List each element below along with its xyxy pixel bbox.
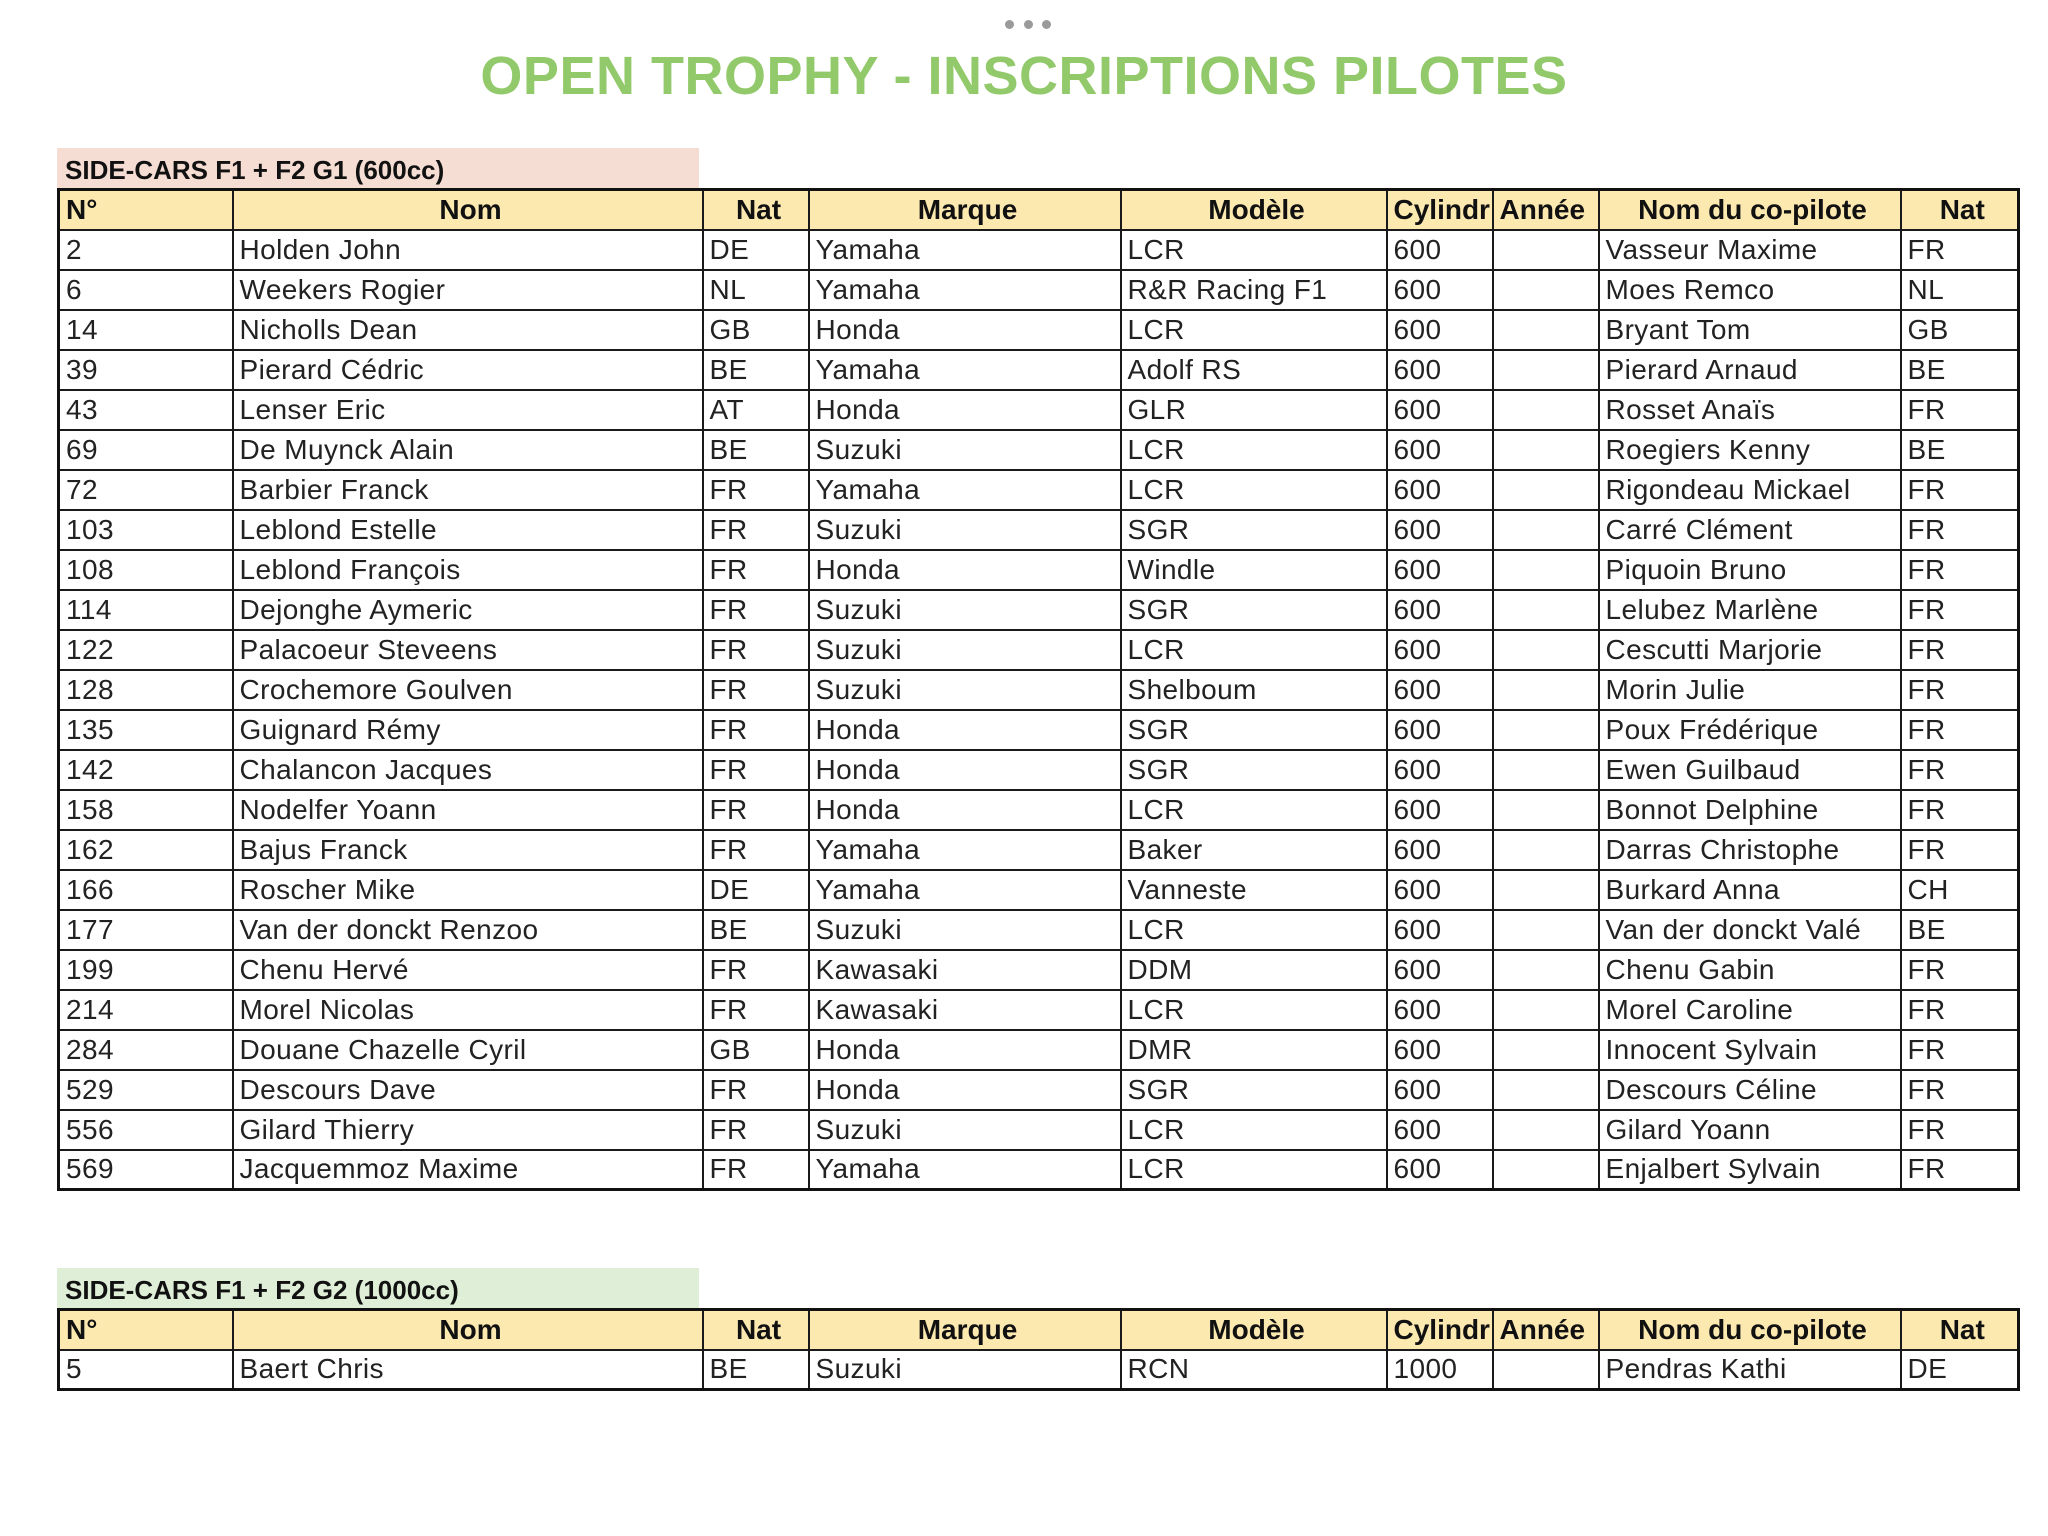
cell-number: 556	[59, 1110, 233, 1150]
cell-modele: DDM	[1121, 950, 1387, 990]
cell-copilote: Carré Clément	[1599, 510, 1901, 550]
column-header-cylindree: Cylindr	[1387, 190, 1493, 230]
cell-modele: Windle	[1121, 550, 1387, 590]
cell-nom: Dejonghe Aymeric	[233, 590, 703, 630]
cell-modele: Baker	[1121, 830, 1387, 870]
cell-marque: Suzuki	[809, 590, 1121, 630]
cell-marque: Suzuki	[809, 1350, 1121, 1390]
cell-modele: SGR	[1121, 1070, 1387, 1110]
cell-nom: De Muynck Alain	[233, 430, 703, 470]
cell-modele: LCR	[1121, 470, 1387, 510]
table-row	[59, 750, 2019, 790]
section-caption: SIDE-CARS F1 + F2 G1 (600cc)	[57, 148, 699, 188]
cell-copilote: Chenu Gabin	[1599, 950, 1901, 990]
cell-cylindree: 600	[1387, 670, 1493, 710]
cell-copilote: Vasseur Maxime	[1599, 230, 1901, 270]
cell-copilote: Burkard Anna	[1599, 870, 1901, 910]
cell-nat: FR	[703, 1070, 809, 1110]
cell-number: 39	[59, 350, 233, 390]
cell-nat-copilote: FR	[1901, 510, 2019, 550]
cell-marque: Suzuki	[809, 910, 1121, 950]
cell-cylindree: 600	[1387, 1030, 1493, 1070]
cell-nat: FR	[703, 1150, 809, 1190]
cell-marque: Yamaha	[809, 470, 1121, 510]
cell-number: 529	[59, 1070, 233, 1110]
cell-nom: Chalancon Jacques	[233, 750, 703, 790]
cell-nat: FR	[703, 670, 809, 710]
cell-marque: Honda	[809, 390, 1121, 430]
cell-marque: Honda	[809, 310, 1121, 350]
table-row	[59, 510, 2019, 550]
cell-annee	[1493, 870, 1599, 910]
cell-marque: Suzuki	[809, 1110, 1121, 1150]
cell-cylindree: 600	[1387, 230, 1493, 270]
section-g2-1000cc	[57, 1268, 2017, 1391]
cell-cylindree: 600	[1387, 1150, 1493, 1190]
cell-cylindree: 600	[1387, 710, 1493, 750]
cell-copilote: Pendras Kathi	[1599, 1350, 1901, 1390]
table-header-row	[59, 1310, 2019, 1350]
cell-copilote: Darras Christophe	[1599, 830, 1901, 870]
cell-number: 284	[59, 1030, 233, 1070]
cell-nat: BE	[703, 430, 809, 470]
cell-number: 128	[59, 670, 233, 710]
cell-nom: Palacoeur Steveens	[233, 630, 703, 670]
cell-marque: Yamaha	[809, 350, 1121, 390]
cell-annee	[1493, 270, 1599, 310]
cell-cylindree: 600	[1387, 470, 1493, 510]
cell-copilote: Rigondeau Mickael	[1599, 470, 1901, 510]
cell-marque: Yamaha	[809, 830, 1121, 870]
column-header-marque: Marque	[809, 190, 1121, 230]
cell-copilote: Morin Julie	[1599, 670, 1901, 710]
column-header-annee: Année	[1493, 190, 1599, 230]
cell-nat: FR	[703, 630, 809, 670]
cell-nat-copilote: FR	[1901, 1070, 2019, 1110]
cell-modele: SGR	[1121, 710, 1387, 750]
cell-annee	[1493, 590, 1599, 630]
cell-number: 135	[59, 710, 233, 750]
table-row	[59, 950, 2019, 990]
entries-table	[57, 188, 2020, 1191]
dot	[1005, 20, 1014, 29]
cell-copilote: Enjalbert Sylvain	[1599, 1150, 1901, 1190]
cell-nom: Leblond François	[233, 550, 703, 590]
cell-cylindree: 600	[1387, 790, 1493, 830]
cell-nom: Barbier Franck	[233, 470, 703, 510]
cell-marque: Suzuki	[809, 630, 1121, 670]
cell-cylindree: 600	[1387, 590, 1493, 630]
cell-annee	[1493, 670, 1599, 710]
cell-marque: Honda	[809, 750, 1121, 790]
cell-copilote: Descours Céline	[1599, 1070, 1901, 1110]
cell-modele: GLR	[1121, 390, 1387, 430]
table-row	[59, 230, 2019, 270]
cell-annee	[1493, 710, 1599, 750]
cell-nat-copilote: FR	[1901, 950, 2019, 990]
cell-modele: LCR	[1121, 1150, 1387, 1190]
table-row	[59, 670, 2019, 710]
cell-number: 114	[59, 590, 233, 630]
more-options-icon[interactable]	[1005, 14, 1051, 34]
cell-modele: LCR	[1121, 230, 1387, 270]
cell-annee	[1493, 1030, 1599, 1070]
cell-nat: FR	[703, 550, 809, 590]
cell-number: 6	[59, 270, 233, 310]
cell-nat: FR	[703, 830, 809, 870]
column-header-number: N°	[59, 1310, 233, 1350]
cell-copilote: Roegiers Kenny	[1599, 430, 1901, 470]
cell-cylindree: 600	[1387, 390, 1493, 430]
cell-annee	[1493, 990, 1599, 1030]
cell-modele: DMR	[1121, 1030, 1387, 1070]
cell-marque: Kawasaki	[809, 950, 1121, 990]
table-row	[59, 550, 2019, 590]
column-header-nom: Nom	[233, 190, 703, 230]
cell-nat-copilote: FR	[1901, 550, 2019, 590]
cell-annee	[1493, 950, 1599, 990]
cell-annee	[1493, 1070, 1599, 1110]
cell-nom: Holden John	[233, 230, 703, 270]
cell-modele: SGR	[1121, 590, 1387, 630]
cell-nom: Douane Chazelle Cyril	[233, 1030, 703, 1070]
cell-nom: Morel Nicolas	[233, 990, 703, 1030]
table-row	[59, 710, 2019, 750]
cell-marque: Honda	[809, 1030, 1121, 1070]
cell-nom: Bajus Franck	[233, 830, 703, 870]
cell-nat-copilote: BE	[1901, 430, 2019, 470]
cell-nat: FR	[703, 950, 809, 990]
dot	[1042, 20, 1051, 29]
cell-marque: Honda	[809, 790, 1121, 830]
cell-annee	[1493, 310, 1599, 350]
cell-cylindree: 600	[1387, 950, 1493, 990]
table-row	[59, 590, 2019, 630]
table-row	[59, 1030, 2019, 1070]
cell-modele: Vanneste	[1121, 870, 1387, 910]
cell-nom: Chenu Hervé	[233, 950, 703, 990]
cell-nat-copilote: GB	[1901, 310, 2019, 350]
cell-modele: Adolf RS	[1121, 350, 1387, 390]
cell-cylindree: 600	[1387, 830, 1493, 870]
column-header-copilote: Nom du co-pilote	[1599, 1310, 1901, 1350]
cell-nat: FR	[703, 710, 809, 750]
table-row	[59, 990, 2019, 1030]
cell-nat-copilote: NL	[1901, 270, 2019, 310]
cell-nom: Roscher Mike	[233, 870, 703, 910]
table-header-row	[59, 190, 2019, 230]
column-header-number: N°	[59, 190, 233, 230]
table-row	[59, 1150, 2019, 1190]
cell-marque: Yamaha	[809, 870, 1121, 910]
table-row	[59, 350, 2019, 390]
cell-cylindree: 600	[1387, 990, 1493, 1030]
cell-nat-copilote: FR	[1901, 1030, 2019, 1070]
cell-annee	[1493, 510, 1599, 550]
cell-modele: LCR	[1121, 910, 1387, 950]
cell-modele: LCR	[1121, 310, 1387, 350]
cell-number: 14	[59, 310, 233, 350]
cell-number: 5	[59, 1350, 233, 1390]
cell-nat: FR	[703, 470, 809, 510]
cell-nat-copilote: FR	[1901, 670, 2019, 710]
cell-number: 569	[59, 1150, 233, 1190]
table-row	[59, 1350, 2019, 1390]
cell-cylindree: 600	[1387, 910, 1493, 950]
cell-nom: Nicholls Dean	[233, 310, 703, 350]
cell-copilote: Innocent Sylvain	[1599, 1030, 1901, 1070]
cell-number: 177	[59, 910, 233, 950]
cell-nat-copilote: DE	[1901, 1350, 2019, 1390]
cell-copilote: Bryant Tom	[1599, 310, 1901, 350]
table-row	[59, 470, 2019, 510]
table-row	[59, 630, 2019, 670]
cell-nat: DE	[703, 230, 809, 270]
cell-number: 43	[59, 390, 233, 430]
cell-nom: Baert Chris	[233, 1350, 703, 1390]
cell-nat-copilote: FR	[1901, 1110, 2019, 1150]
cell-marque: Honda	[809, 1070, 1121, 1110]
cell-marque: Suzuki	[809, 510, 1121, 550]
column-header-cylindree: Cylindr	[1387, 1310, 1493, 1350]
cell-annee	[1493, 550, 1599, 590]
cell-nom: Guignard Rémy	[233, 710, 703, 750]
table-body	[59, 230, 2019, 1190]
dot	[1024, 20, 1033, 29]
table-row	[59, 870, 2019, 910]
table-row	[59, 830, 2019, 870]
cell-nom: Leblond Estelle	[233, 510, 703, 550]
cell-nat: FR	[703, 510, 809, 550]
cell-nom: Nodelfer Yoann	[233, 790, 703, 830]
cell-cylindree: 600	[1387, 1070, 1493, 1110]
cell-nat: NL	[703, 270, 809, 310]
cell-number: 72	[59, 470, 233, 510]
cell-nat-copilote: FR	[1901, 630, 2019, 670]
cell-copilote: Pierard Arnaud	[1599, 350, 1901, 390]
cell-marque: Honda	[809, 550, 1121, 590]
cell-nat-copilote: FR	[1901, 470, 2019, 510]
cell-marque: Suzuki	[809, 670, 1121, 710]
cell-copilote: Cescutti Marjorie	[1599, 630, 1901, 670]
cell-nat-copilote: FR	[1901, 590, 2019, 630]
cell-modele: LCR	[1121, 790, 1387, 830]
cell-nom: Gilard Thierry	[233, 1110, 703, 1150]
cell-nom: Descours Dave	[233, 1070, 703, 1110]
cell-annee	[1493, 1350, 1599, 1390]
cell-marque: Yamaha	[809, 1150, 1121, 1190]
cell-copilote: Ewen Guilbaud	[1599, 750, 1901, 790]
cell-copilote: Lelubez Marlène	[1599, 590, 1901, 630]
cell-cylindree: 600	[1387, 1110, 1493, 1150]
cell-nat: FR	[703, 790, 809, 830]
cell-marque: Kawasaki	[809, 990, 1121, 1030]
cell-number: 158	[59, 790, 233, 830]
table-row	[59, 310, 2019, 350]
cell-nom: Van der donckt Renzoo	[233, 910, 703, 950]
column-header-modele: Modèle	[1121, 1310, 1387, 1350]
cell-cylindree: 600	[1387, 510, 1493, 550]
cell-nat: BE	[703, 910, 809, 950]
cell-annee	[1493, 750, 1599, 790]
cell-copilote: Gilard Yoann	[1599, 1110, 1901, 1150]
cell-nat-copilote: FR	[1901, 830, 2019, 870]
cell-nat: FR	[703, 1110, 809, 1150]
cell-annee	[1493, 1110, 1599, 1150]
page-title: OPEN TROPHY - INSCRIPTIONS PILOTES	[480, 46, 1568, 106]
cell-modele: LCR	[1121, 630, 1387, 670]
column-header-copilote: Nom du co-pilote	[1599, 190, 1901, 230]
cell-nat: GB	[703, 310, 809, 350]
section-caption: SIDE-CARS F1 + F2 G2 (1000cc)	[57, 1268, 699, 1308]
cell-nat-copilote: FR	[1901, 390, 2019, 430]
table-row	[59, 430, 2019, 470]
table-row	[59, 1110, 2019, 1150]
table-row	[59, 390, 2019, 430]
cell-number: 166	[59, 870, 233, 910]
cell-nom: Lenser Eric	[233, 390, 703, 430]
cell-modele: LCR	[1121, 430, 1387, 470]
cell-number: 103	[59, 510, 233, 550]
cell-modele: SGR	[1121, 750, 1387, 790]
cell-copilote: Bonnot Delphine	[1599, 790, 1901, 830]
cell-cylindree: 600	[1387, 270, 1493, 310]
table-body	[59, 1350, 2019, 1390]
cell-nat-copilote: FR	[1901, 230, 2019, 270]
cell-number: 142	[59, 750, 233, 790]
cell-copilote: Poux Frédérique	[1599, 710, 1901, 750]
cell-marque: Yamaha	[809, 230, 1121, 270]
column-header-nat-copilote: Nat	[1901, 1310, 2019, 1350]
cell-cylindree: 1000	[1387, 1350, 1493, 1390]
cell-nat-copilote: CH	[1901, 870, 2019, 910]
cell-number: 162	[59, 830, 233, 870]
table-row	[59, 1070, 2019, 1110]
cell-number: 214	[59, 990, 233, 1030]
cell-annee	[1493, 910, 1599, 950]
cell-modele: LCR	[1121, 990, 1387, 1030]
cell-nat-copilote: FR	[1901, 790, 2019, 830]
cell-nat: DE	[703, 870, 809, 910]
cell-nom: Pierard Cédric	[233, 350, 703, 390]
cell-nat-copilote: FR	[1901, 710, 2019, 750]
cell-nat: FR	[703, 590, 809, 630]
table-row	[59, 910, 2019, 950]
column-header-marque: Marque	[809, 1310, 1121, 1350]
table-row	[59, 270, 2019, 310]
column-header-modele: Modèle	[1121, 190, 1387, 230]
column-header-nom: Nom	[233, 1310, 703, 1350]
cell-nat-copilote: FR	[1901, 1150, 2019, 1190]
cell-modele: SGR	[1121, 510, 1387, 550]
cell-cylindree: 600	[1387, 350, 1493, 390]
table-row	[59, 790, 2019, 830]
cell-cylindree: 600	[1387, 870, 1493, 910]
cell-nat: FR	[703, 750, 809, 790]
cell-marque: Yamaha	[809, 270, 1121, 310]
column-header-nat: Nat	[703, 190, 809, 230]
cell-nat-copilote: FR	[1901, 990, 2019, 1030]
cell-annee	[1493, 830, 1599, 870]
cell-annee	[1493, 390, 1599, 430]
cell-copilote: Van der donckt Valé	[1599, 910, 1901, 950]
cell-nat: AT	[703, 390, 809, 430]
cell-annee	[1493, 430, 1599, 470]
cell-cylindree: 600	[1387, 310, 1493, 350]
cell-number: 199	[59, 950, 233, 990]
cell-modele: LCR	[1121, 1110, 1387, 1150]
cell-cylindree: 600	[1387, 750, 1493, 790]
cell-copilote: Morel Caroline	[1599, 990, 1901, 1030]
cell-annee	[1493, 470, 1599, 510]
cell-cylindree: 600	[1387, 630, 1493, 670]
cell-nat: BE	[703, 350, 809, 390]
cell-marque: Suzuki	[809, 430, 1121, 470]
column-header-nat-copilote: Nat	[1901, 190, 2019, 230]
cell-copilote: Rosset Anaïs	[1599, 390, 1901, 430]
cell-annee	[1493, 790, 1599, 830]
cell-nat-copilote: FR	[1901, 750, 2019, 790]
cell-annee	[1493, 230, 1599, 270]
cell-nat: BE	[703, 1350, 809, 1390]
cell-number: 108	[59, 550, 233, 590]
entries-table	[57, 1308, 2020, 1391]
cell-marque: Honda	[809, 710, 1121, 750]
cell-copilote: Piquoin Bruno	[1599, 550, 1901, 590]
cell-nom: Crochemore Goulven	[233, 670, 703, 710]
cell-annee	[1493, 1150, 1599, 1190]
cell-nom: Weekers Rogier	[233, 270, 703, 310]
cell-nom: Jacquemmoz Maxime	[233, 1150, 703, 1190]
cell-annee	[1493, 630, 1599, 670]
cell-copilote: Moes Remco	[1599, 270, 1901, 310]
cell-modele: RCN	[1121, 1350, 1387, 1390]
cell-annee	[1493, 350, 1599, 390]
cell-nat: FR	[703, 990, 809, 1030]
cell-number: 69	[59, 430, 233, 470]
column-header-nat: Nat	[703, 1310, 809, 1350]
cell-cylindree: 600	[1387, 550, 1493, 590]
cell-number: 122	[59, 630, 233, 670]
cell-modele: R&R Racing F1	[1121, 270, 1387, 310]
cell-nat-copilote: BE	[1901, 350, 2019, 390]
cell-cylindree: 600	[1387, 430, 1493, 470]
cell-nat-copilote: BE	[1901, 910, 2019, 950]
cell-modele: Shelboum	[1121, 670, 1387, 710]
column-header-annee: Année	[1493, 1310, 1599, 1350]
section-g1-600cc	[57, 148, 2017, 1191]
cell-nat: GB	[703, 1030, 809, 1070]
cell-number: 2	[59, 230, 233, 270]
